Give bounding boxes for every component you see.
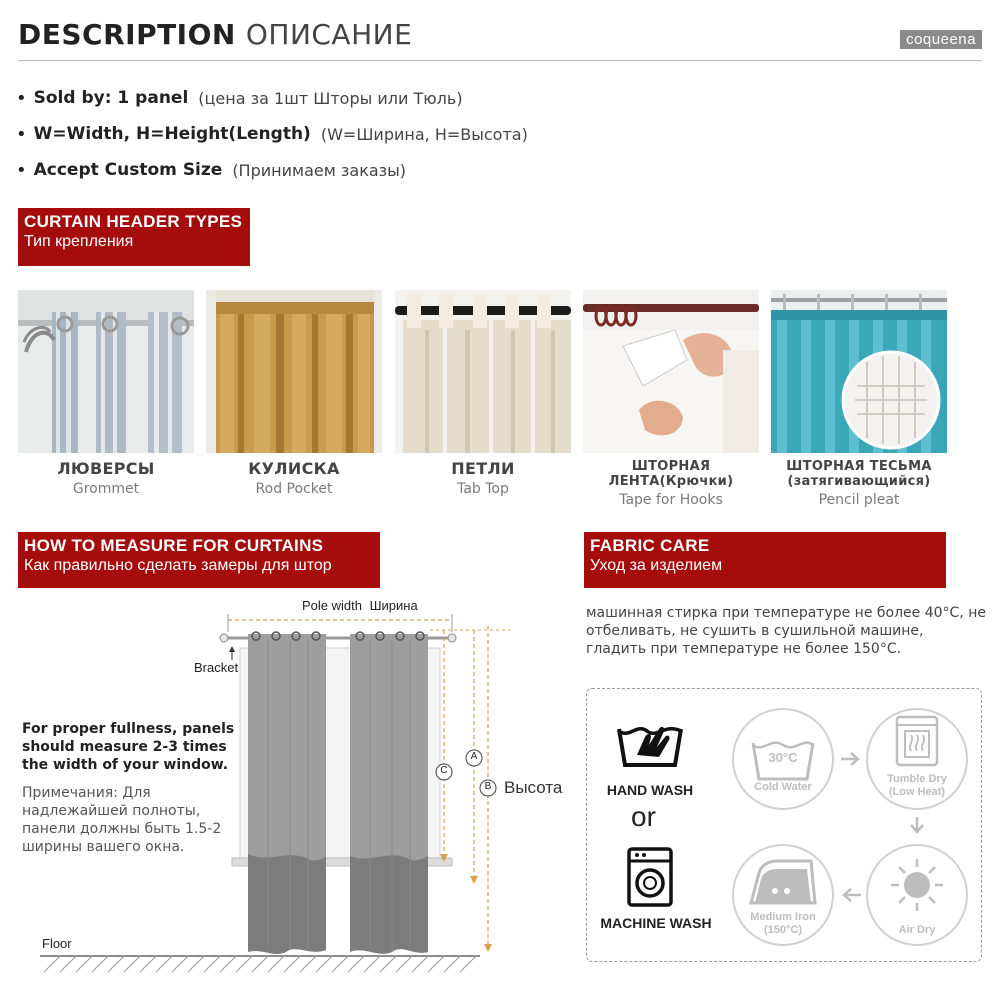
bullet-note: (цена за 1шт Шторы или Тюль)	[198, 88, 463, 108]
hand-wash-icon	[615, 715, 685, 773]
tumble-low-label: (Low Heat)	[888, 786, 946, 798]
care-banner	[584, 532, 946, 588]
pencil-pleat-photo	[771, 290, 947, 453]
bullet-bold: Accept Custom Size	[33, 160, 223, 180]
dim-c-label: C	[440, 765, 448, 776]
type-pencil-pleat	[771, 290, 947, 508]
note-ru: Примечания: Для надлежайшей полноты, панели должны быть 1.5-2 ширины вашего окна.	[22, 785, 222, 855]
dim-a-label: A	[470, 751, 478, 762]
title-light: ОПИСАНИЕ	[245, 18, 413, 51]
type-tab-top	[395, 290, 571, 497]
type-ru-label: ЛЮВЕРСЫ	[57, 459, 155, 478]
pole-width-en: Pole width	[302, 598, 362, 613]
bullet-note: (W=Ширина, H=Высота)	[320, 124, 528, 144]
page-title	[18, 18, 412, 58]
header-divider	[18, 60, 982, 61]
height-ru-label: Высота	[504, 778, 563, 797]
note-en: For proper fullness, panels should measure 2-3 times the width of your window.	[22, 721, 235, 773]
brand-logo: coqueena	[900, 30, 982, 49]
dim-b-label: B	[484, 781, 492, 792]
list-item: • Accept Custom Size (Принимаем заказы)	[16, 159, 407, 181]
care-symbols-panel	[586, 688, 982, 962]
tumble-dry-label: Tumble Dry	[887, 773, 947, 785]
rod-pocket-photo	[206, 290, 382, 453]
type-ru-label: КУЛИСКА	[248, 459, 340, 478]
bullet-bold: Sold by: 1 panel	[33, 88, 189, 108]
cold-water-label: Cold Water	[754, 781, 812, 793]
header-types-banner	[18, 208, 250, 266]
type-en-label: Tape for Hooks	[619, 492, 723, 508]
spec-list	[16, 80, 528, 188]
machine-wash-icon	[627, 847, 673, 907]
banner-title-en: HOW TO MEASURE FOR CURTAINS	[24, 536, 324, 555]
type-rod-pocket	[206, 290, 382, 497]
tape-hooks-photo	[583, 290, 759, 453]
type-ru-label: ШТОРНАЯ ТЕСЬМА (затягивающийся)	[786, 459, 932, 489]
tab-top-photo	[395, 290, 571, 453]
banner-title-en: FABRIC CARE	[590, 536, 710, 555]
machine-wash-label: MACHINE WASH	[600, 915, 712, 931]
hand-wash-label: HAND WASH	[606, 782, 694, 798]
banner-title-ru: Тип крепления	[24, 233, 134, 250]
air-dry-label: Air Dry	[898, 924, 936, 936]
or-label: or	[631, 801, 656, 832]
type-ru-label: ШТОРНАЯ ЛЕНТА(Крючки)	[608, 459, 734, 489]
floor-label: Floor	[42, 936, 72, 951]
type-en-label: Tab Top	[457, 481, 509, 497]
type-en-label: Pencil pleat	[818, 492, 900, 508]
type-tape-hooks	[583, 290, 759, 508]
list-item: • W=Width, H=Height(Length) (W=Ширина, H=Высота)	[16, 123, 528, 145]
measure-banner	[18, 532, 380, 588]
type-grommet	[18, 290, 194, 497]
pole-width-label	[302, 598, 418, 613]
type-ru-label: ПЕТЛИ	[451, 459, 515, 478]
header-types-gallery	[18, 290, 982, 510]
type-en-label: Grommet	[72, 481, 140, 497]
care-description: машинная стирка при температуре не более 40°C, не отбеливать, не сушить в сушильной машине, гладить при температуре не более 150°C.	[586, 605, 986, 657]
list-item: • Sold by: 1 panel (цена за 1шт Шторы или Тюль)	[16, 87, 463, 109]
banner-title-ru: Уход за изделием	[590, 557, 723, 574]
pole-width-ru: Ширина	[369, 598, 418, 613]
cold-temp-label: 30°C	[768, 750, 798, 765]
title-strong: DESCRIPTION	[18, 18, 236, 51]
bracket-label: Bracket	[194, 660, 239, 675]
banner-title-en: CURTAIN HEADER TYPES	[24, 212, 243, 231]
iron-temp-label: (150°C)	[763, 924, 803, 936]
medium-iron-label: Medium Iron	[750, 911, 816, 923]
measure-note	[22, 720, 242, 856]
bullet-bold: W=Width, H=Height(Length)	[33, 124, 311, 144]
banner-title-ru: Как правильно сделать замеры для штор	[24, 557, 332, 574]
type-en-label: Rod Pocket	[255, 481, 333, 497]
bullet-note: (Принимаем заказы)	[232, 160, 407, 180]
grommet-photo	[18, 290, 194, 453]
